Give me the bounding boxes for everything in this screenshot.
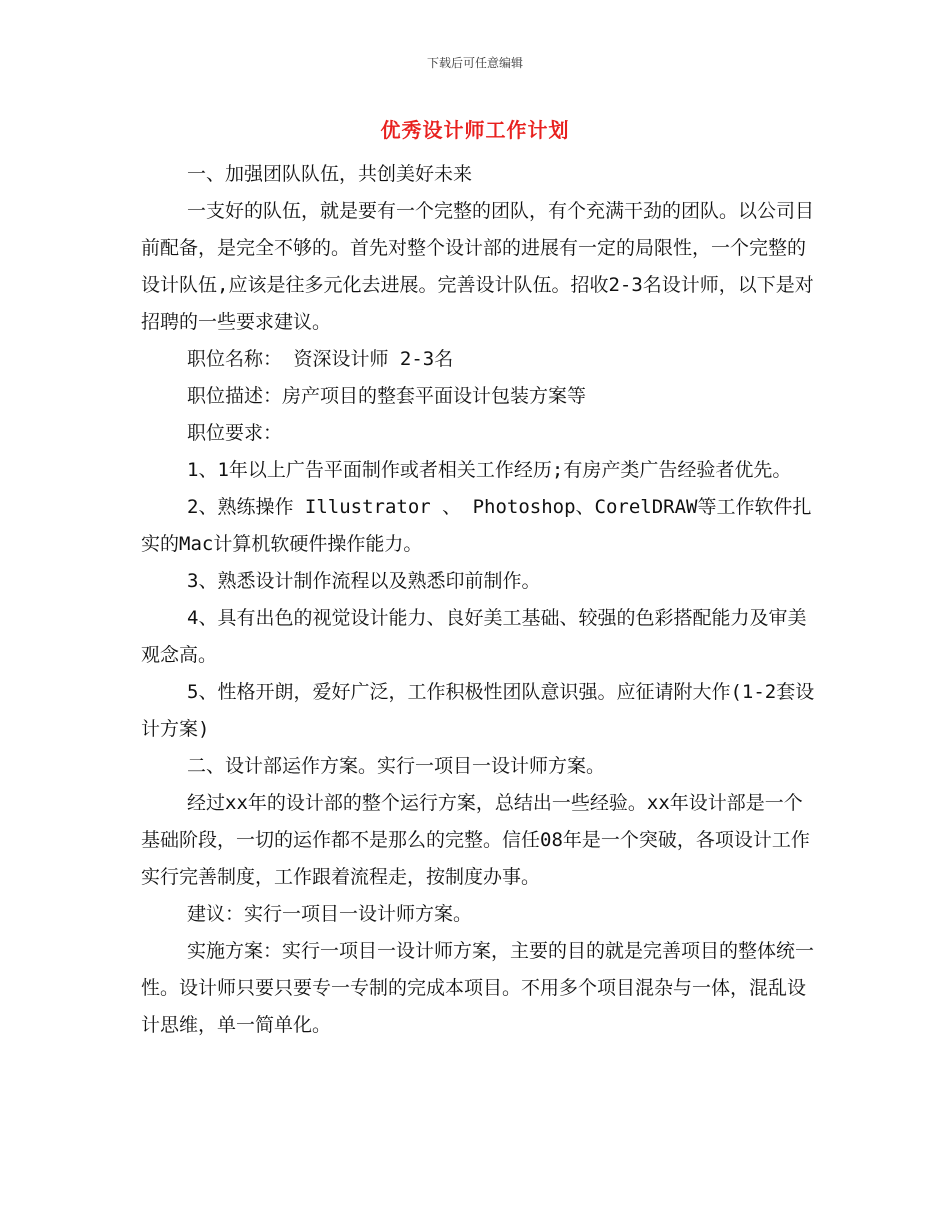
- paragraph: 3、熟悉设计制作流程以及熟悉印前制作。: [187, 570, 541, 592]
- paragraph: 二、设计部运作方案。实行一项目一设计师方案。: [187, 755, 606, 777]
- paragraph: 5、性格开朗，爱好广泛，工作积极性团队意识强。应征请附大作(1-2套设计方案): [141, 681, 815, 740]
- document-title: 优秀设计师工作计划: [380, 118, 570, 142]
- page-header: 下载后可任意编辑: [426, 56, 523, 70]
- paragraph: 1、1年以上广告平面制作或者相关工作经历;有房产类广告经验者优先。: [187, 459, 792, 481]
- paragraph: 建议：实行一项目一设计师方案。: [187, 903, 473, 925]
- paragraph: 实施方案：实行一项目一设计师方案，主要的目的就是完善项目的整体统一性。设计师只要只要专一专制的完成本项目。不用多个项目混杂与一体，混乱设计思维，单一简单化。: [141, 940, 815, 1036]
- paragraph: 一支好的队伍，就是要有一个完整的团队，有个充满干劲的团队。以公司目前配备，是完全不够的。首先对整个设计部的进展有一定的局限性，一个完整的设计队伍,应该是往多元化去进展。完善设计队伍。招收2-3名设计师，以下是对招聘的一些要求建议。: [141, 200, 815, 333]
- paragraph: 4、具有出色的视觉设计能力、良好美工基础、较强的色彩搭配能力及审美观念高。: [141, 607, 807, 666]
- paragraph: 经过xx年的设计部的整个运行方案，总结出一些经验。xx年设计部是一个基础阶段，一切的运作都不是那么的完整。信任08年是一个突破，各项设计工作实行完善制度，工作跟着流程走，按制度办事。: [141, 792, 810, 888]
- document-body: [141, 156, 821, 1044]
- paragraph: 职位要求：: [187, 422, 283, 444]
- paragraph: 一、加强团队队伍，共创美好未来: [187, 163, 473, 185]
- paragraph: 职位名称： 资深设计师 2-3名: [187, 348, 454, 370]
- paragraph: 职位描述：房产项目的整套平面设计包装方案等: [187, 385, 587, 407]
- paragraph: 2、熟练操作 Illustrator 、 Photoshop、CorelDRAW等工作软件扎实的Mac计算机软硬件操作能力。: [141, 496, 812, 555]
